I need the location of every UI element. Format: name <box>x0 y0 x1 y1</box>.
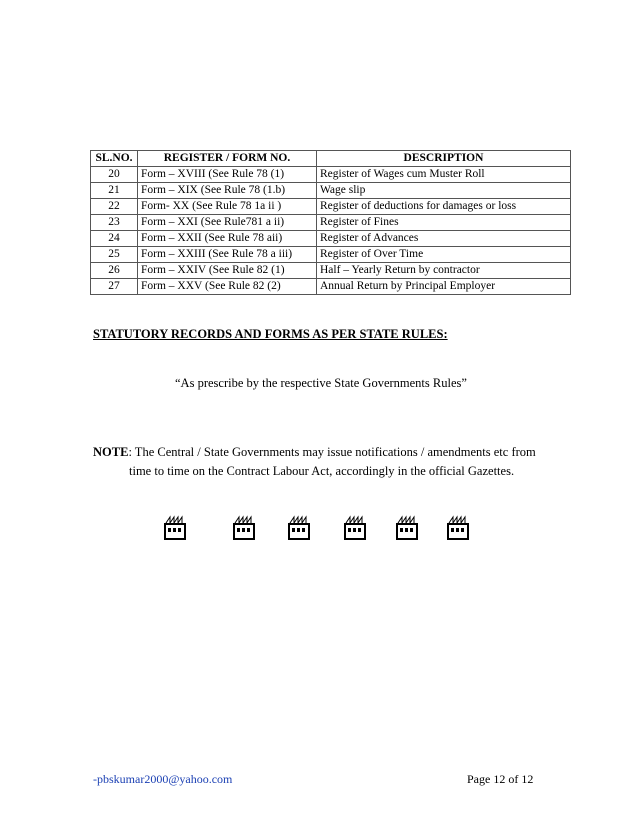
cell-form: Form – XXII (See Rule 78 aii) <box>138 231 317 247</box>
cell-slno: 23 <box>91 215 138 231</box>
factory-icon-row <box>164 514 484 544</box>
cell-description: Register of Over Time <box>317 247 571 263</box>
table-row <box>91 263 571 279</box>
cell-description: Register of Wages cum Muster Roll <box>317 167 571 183</box>
cell-description: Register of Advances <box>317 231 571 247</box>
factory-icon <box>396 514 418 540</box>
note-line-1 <box>93 443 563 462</box>
table-row <box>91 167 571 183</box>
note-line-2: time to time on the Contract Labour Act, accordingly in the official Gazettes. <box>129 464 515 478</box>
table-header-row <box>91 151 571 167</box>
cell-slno: 22 <box>91 199 138 215</box>
cell-description: Register of Fines <box>317 215 571 231</box>
cell-description: Wage slip <box>317 183 571 199</box>
note-paragraph <box>93 443 563 481</box>
cell-description: Register of deductions for damages or loss <box>317 199 571 215</box>
cell-form: Form – XXI (See Rule781 a ii) <box>138 215 317 231</box>
footer-email[interactable]: -pbskumar2000@yahoo.com <box>93 772 233 786</box>
factory-icon <box>164 514 186 540</box>
cell-form: Form – XXV (See Rule 82 (2) <box>138 279 317 295</box>
cell-form: Form – XXIV (See Rule 82 (1) <box>138 263 317 279</box>
factory-icon <box>233 514 255 540</box>
cell-form: Form – XXIII (See Rule 78 a iii) <box>138 247 317 263</box>
factory-icon <box>344 514 366 540</box>
factory-icon <box>288 514 310 540</box>
section-heading: STATUTORY RECORDS AND FORMS AS PER STATE RULES: <box>93 327 448 341</box>
note-label: NOTE <box>93 445 129 459</box>
column-header-register: REGISTER / FORM NO. <box>138 151 317 167</box>
table-row <box>91 279 571 295</box>
note-text-1: : The Central / State Governments may issue notifications / amendments etc from <box>128 445 536 459</box>
table-row <box>91 183 571 199</box>
factory-icon <box>447 514 469 540</box>
table-row <box>91 199 571 215</box>
table-row <box>91 215 571 231</box>
register-table <box>90 150 571 295</box>
footer-page-number: Page 12 of 12 <box>467 772 534 786</box>
cell-description: Half – Yearly Return by contractor <box>317 263 571 279</box>
column-header-description: DESCRIPTION <box>317 151 571 167</box>
cell-slno: 21 <box>91 183 138 199</box>
cell-form: Form- XX (See Rule 78 1a ii ) <box>138 199 317 215</box>
cell-slno: 27 <box>91 279 138 295</box>
cell-slno: 25 <box>91 247 138 263</box>
cell-slno: 26 <box>91 263 138 279</box>
cell-slno: 20 <box>91 167 138 183</box>
cell-form: Form – XVIII (See Rule 78 (1) <box>138 167 317 183</box>
cell-description: Annual Return by Principal Employer <box>317 279 571 295</box>
column-header-slno: SL.NO. <box>91 151 138 167</box>
cell-slno: 24 <box>91 231 138 247</box>
table-row <box>91 231 571 247</box>
cell-form: Form – XIX (See Rule 78 (1.b) <box>138 183 317 199</box>
quote-text: “As prescribe by the respective State Governments Rules” <box>175 376 467 390</box>
table-row <box>91 247 571 263</box>
